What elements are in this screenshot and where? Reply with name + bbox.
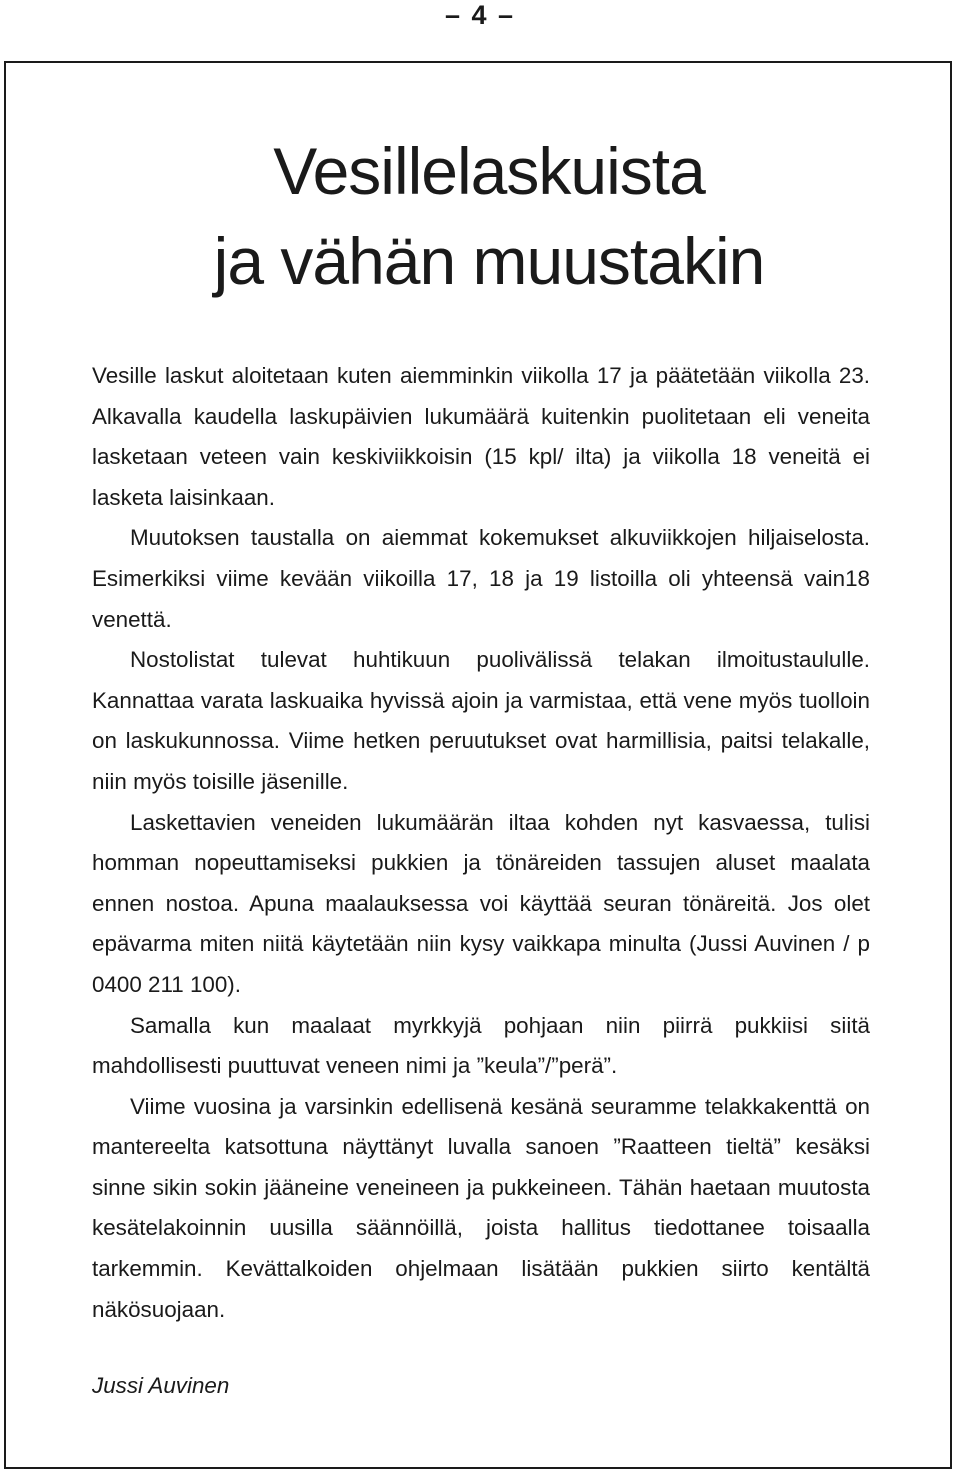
- article-body: [92, 356, 870, 1330]
- paragraph-2: Muutoksen taustalla on aiemmat kokemukset alkuviikkojen hiljaiselosta. Esimerkiksi viime kevään viikoilla 17, 18 ja 19 listoilla oli yhteensä vain18 venettä.: [92, 525, 870, 632]
- author-signature: Jussi Auvinen: [92, 1373, 230, 1398]
- paragraph-3: Nostolistat tulevat huhtikuun puolivälissä telakan ilmoitustaululle. Kannattaa varata laskuaika hyvissä ajoin ja varmistaa, että vene myös tuolloin on laskukunnossa. Viime hetken peruutukset ovat harmillisia, paitsi telakalle, niin myös toisille jäsenille.: [92, 647, 870, 794]
- article-title: [0, 126, 960, 306]
- paragraph-6: Viime vuosina ja varsinkin edellisenä kesänä seuramme telakkakenttä on mantereelta katsottuna näyttänyt luvalla sanoen ”Raatteen tieltä” kesäksi sinne sikin sokin jääneine veneineen ja pukkeineen. Tähän haetaan muutosta kesätelakoinnin uusilla säännöillä, joista hallitus tiedottanee toisaalla tarkemmin. Kevättalkoiden ohjelmaan lisätään pukkien siirto kentältä näkösuojaan.: [92, 1093, 870, 1322]
- title-line-2: ja vähän muustakin: [213, 224, 765, 298]
- title-line-1: Vesillelaskuista: [273, 134, 705, 208]
- paragraph-1: Vesille laskut aloitetaan kuten aiemminkin viikolla 17 ja päätetään viikolla 23. Alkavalla kaudella laskupäivien lukumäärä kuitenkin puolitetaan eli veneita lasketaan veteen vain keskiviikkoisin (15 kpl/ ilta) ja viikolla 18 veneitä ei lasketa laisinkaan.: [92, 363, 870, 510]
- paragraph-5: Samalla kun maalaat myrkkyjä pohjaan niin piirrä pukkiisi siitä mahdollisesti puuttuvat veneen nimi ja ”keula”/”perä”.: [92, 1012, 870, 1079]
- page-number: – 4 –: [444, 0, 516, 30]
- paragraph-4: Laskettavien veneiden lukumäärän iltaa kohden nyt kasvaessa, tulisi homman nopeuttamiseksi pukkien ja tönäreiden tassujen aluset maalata ennen nostoa. Apuna maalauksessa voi käyttää seuran tönäreitä. Jos olet epävarma miten niitä käytetään niin kysy vaikkapa minulta (Jussi Auvinen / p 0400 211 100).: [92, 809, 870, 997]
